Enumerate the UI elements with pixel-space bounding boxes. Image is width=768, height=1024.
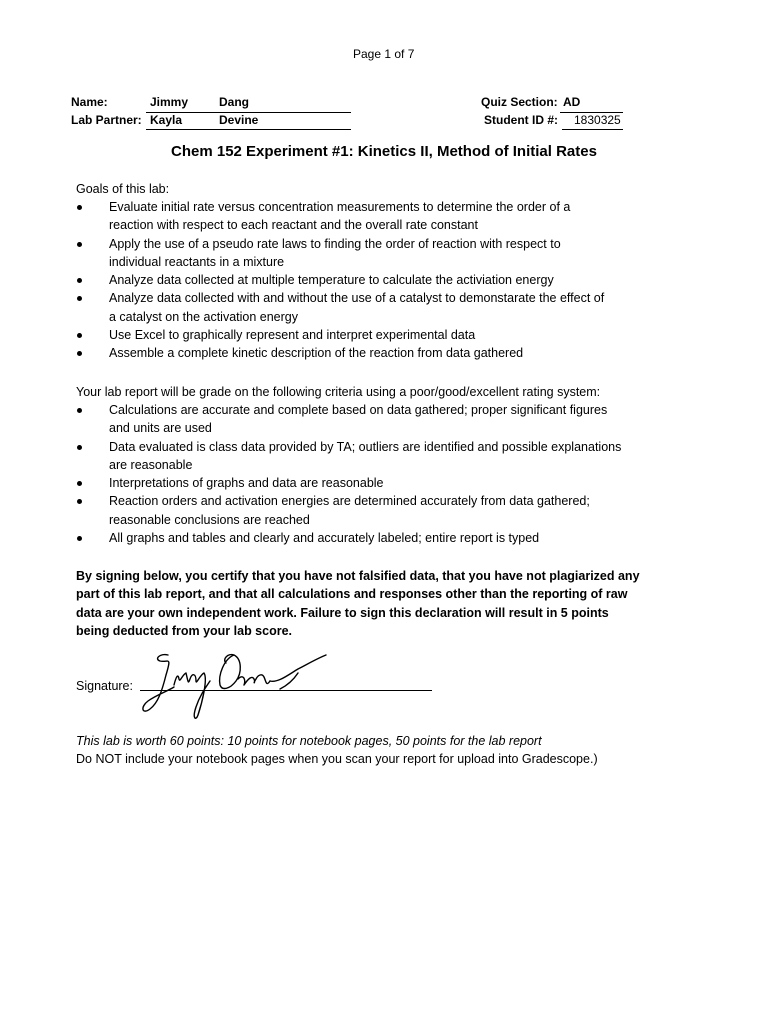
goals-heading: Goals of this lab: — [76, 182, 170, 196]
first-name-value: Jimmy — [150, 95, 189, 109]
bullet-icon — [77, 445, 82, 450]
criteria-item-text: and units are used — [109, 421, 212, 436]
criteria-heading: Your lab report will be grade on the following criteria using a poor/good/excellent rating system: — [76, 385, 601, 399]
criteria-item — [76, 529, 676, 547]
bullet-icon — [77, 351, 82, 356]
bullet-icon — [77, 205, 82, 210]
criteria-item-text: Data evaluated is class data provided by TA; outliers are identified and possible explanations — [109, 439, 622, 454]
goals-item-text: a catalyst on the activation energy — [109, 309, 299, 324]
criteria-item — [76, 401, 676, 438]
signature-label: Signature: — [76, 679, 133, 693]
quiz-section-label: Quiz Section: — [481, 95, 558, 109]
criteria-item — [76, 492, 676, 529]
criteria-item-text: Reaction orders and activation energies are determined accurately from data gathered; — [109, 494, 590, 509]
handwritten-signature — [138, 645, 338, 723]
declaration-line: data are your own independent work. Failure to sign this declaration will result in 5 points — [76, 605, 609, 620]
bullet-icon — [77, 536, 82, 541]
goals-item-text: Use Excel to graphically represent and interpret experimental data — [109, 328, 476, 343]
partner-underline — [146, 129, 351, 130]
goals-item-text: reaction with respect to each reactant and the overall rate constant — [109, 218, 478, 233]
lab-partner-label: Lab Partner: — [71, 113, 142, 127]
bullet-icon — [77, 278, 82, 283]
name-label: Name: — [71, 95, 108, 109]
goals-item-text: Apply the use of a pseudo rate laws to finding the order of reaction with respect to — [109, 236, 561, 251]
criteria-list — [76, 401, 676, 547]
goals-item-text: individual reactants in a mixture — [109, 254, 285, 269]
student-id-label: Student ID #: — [484, 113, 558, 127]
partner-first-value: Kayla — [150, 113, 183, 127]
declaration-line: being deducted from your lab score. — [76, 623, 293, 638]
document-title: Chem 152 Experiment #1: Kinetics II, Method of Initial Rates — [171, 143, 597, 160]
student-id-underline — [562, 129, 623, 130]
student-id-value: 1830325 — [574, 113, 621, 127]
goals-item-text: Evaluate initial rate versus concentration measurements to determine the order of a — [109, 200, 571, 214]
criteria-item — [76, 474, 676, 492]
bullet-icon — [77, 499, 82, 504]
quiz-section-value: AD — [563, 95, 581, 109]
declaration-line: By signing below, you certify that you have not falsified data, that you have not plagiarized any — [76, 569, 640, 583]
worth-note: This lab is worth 60 points: 10 points for notebook pages, 50 points for the lab report — [76, 734, 542, 748]
declaration-line: part of this lab report, and that all calculations and responses other than the reporting of raw — [76, 587, 628, 602]
criteria-item-text: reasonable conclusions are reached — [109, 512, 310, 527]
criteria-item — [76, 438, 676, 475]
bullet-icon — [77, 333, 82, 338]
bullet-icon — [77, 296, 82, 301]
goals-item-text: Analyze data collected at multiple temperature to calculate the activiation energy — [109, 273, 554, 288]
goals-item-text: Analyze data collected with and without the use of a catalyst to demonstarate the effect of — [109, 291, 605, 306]
criteria-item-text: All graphs and tables and clearly and accurately labeled; entire report is typed — [109, 531, 540, 546]
goals-item — [76, 344, 676, 362]
upload-notice: Do NOT include your notebook pages when you scan your report for upload into Gradescope.) — [76, 752, 598, 766]
bullet-icon — [77, 242, 82, 247]
goals-item — [76, 198, 676, 235]
page-number: Page 1 of 7 — [353, 47, 415, 61]
goals-item — [76, 235, 676, 272]
goals-item — [76, 289, 676, 326]
criteria-item-text: Interpretations of graphs and data are reasonable — [109, 476, 384, 491]
declaration-paragraph — [76, 567, 640, 640]
goals-item — [76, 326, 676, 344]
bullet-icon — [77, 408, 82, 413]
goals-item — [76, 271, 676, 289]
last-name-value: Dang — [219, 95, 249, 109]
criteria-item-text: are reasonable — [109, 457, 193, 472]
criteria-item-text: Calculations are accurate and complete based on data gathered; proper significant figures — [109, 403, 608, 417]
partner-last-value: Devine — [219, 113, 259, 127]
bullet-icon — [77, 481, 82, 486]
goals-item-text: Assemble a complete kinetic description of the reaction from data gathered — [109, 346, 524, 361]
goals-list — [76, 198, 676, 363]
